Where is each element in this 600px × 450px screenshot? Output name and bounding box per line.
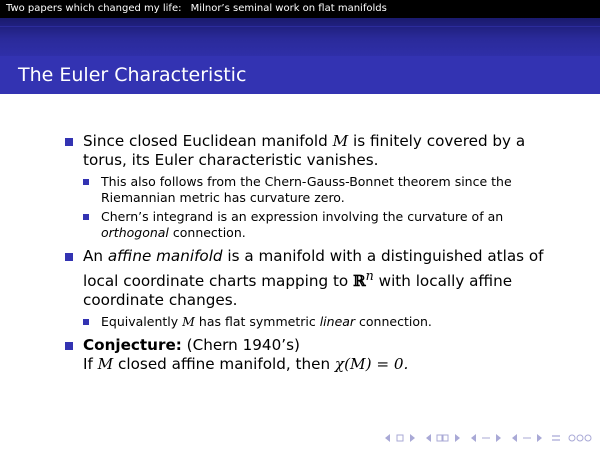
next-section-icon[interactable] (493, 433, 503, 443)
conjecture-label: Conjecture: (83, 336, 182, 355)
align-icon[interactable] (551, 433, 561, 443)
item-text: closed affine manifold, then (113, 355, 335, 374)
prev-subsection-icon[interactable] (424, 433, 434, 443)
next-document-icon[interactable] (534, 433, 544, 443)
sub-list-item (83, 209, 544, 241)
math-formula: χ(M) = 0. (334, 355, 409, 374)
sub-list-item (83, 314, 544, 330)
prev-frame-icon[interactable] (383, 433, 393, 443)
section-icon[interactable] (481, 433, 491, 443)
nav-section-group (469, 433, 503, 443)
bullet-icon (83, 214, 89, 220)
item-text: is a manifold with a distinguished atlas of local coordinate charts mapping to (83, 247, 544, 291)
header-short-subtitle: Milnor’s seminal work on flat manifolds (190, 3, 387, 14)
sub-item-text: This also follows from the Chern-Gauss-Bonnet theorem since the Riemannian metric has curvature zero. (101, 174, 512, 205)
header-bar (0, 0, 600, 18)
bullet-icon (65, 138, 73, 146)
math-symbol: M (332, 132, 349, 150)
frame-title: The Euler Characteristic (18, 64, 247, 86)
frame-title-bar (0, 56, 600, 94)
item-text: An (83, 247, 108, 265)
math-symbol: M (182, 314, 195, 330)
sub-list (83, 314, 544, 330)
bullet-icon (65, 253, 73, 261)
document-icon[interactable] (522, 433, 532, 443)
nav-subsection-group (424, 433, 462, 443)
header-band (0, 18, 600, 56)
nav-document-group (510, 433, 544, 443)
slide-content (64, 132, 544, 380)
next-frame-icon[interactable] (407, 433, 417, 443)
next-subsection-icon[interactable] (452, 433, 462, 443)
frame-icon[interactable] (395, 433, 405, 443)
emphasis: linear (319, 314, 356, 330)
math-symbol: n (365, 268, 374, 283)
prev-document-icon[interactable] (510, 433, 520, 443)
emphasis: affine manifold (107, 247, 223, 265)
bullet-icon (83, 319, 89, 325)
list-item (64, 132, 544, 241)
list-item (64, 336, 544, 374)
search-icon[interactable] (568, 433, 592, 443)
sub-list (83, 174, 544, 241)
prev-section-icon[interactable] (469, 433, 479, 443)
sub-item-text: connection. (168, 225, 246, 240)
list-item (64, 247, 544, 330)
sub-item-text: Chern’s integrand is an expression involving the curvature of an (101, 209, 504, 224)
sub-item-text: Equivalently (101, 314, 183, 330)
nav-frame-group (383, 433, 417, 443)
sub-item-text: has flat symmetric (194, 314, 320, 330)
item-text: (Chern 1940’s) (181, 336, 300, 355)
emphasis: orthogonal (101, 225, 169, 240)
item-text: Since closed Euclidean manifold (83, 132, 333, 150)
beamer-navigation (383, 432, 592, 444)
subsection-icon[interactable] (436, 433, 450, 443)
sub-item-text: connection. (355, 314, 432, 330)
math-symbol: ℝ (353, 272, 366, 291)
bullet-icon (83, 179, 89, 185)
item-text: If (83, 355, 98, 374)
item-text: is finitely covered by a torus, its Euler characteristic vanishes. (83, 132, 526, 169)
header-short-title: Two papers which changed my life: (6, 3, 182, 14)
bullet-icon (65, 342, 73, 350)
item-text: with locally affine coordinate changes. (83, 272, 513, 310)
math-symbol: M (97, 355, 114, 374)
sub-list-item (83, 174, 544, 206)
